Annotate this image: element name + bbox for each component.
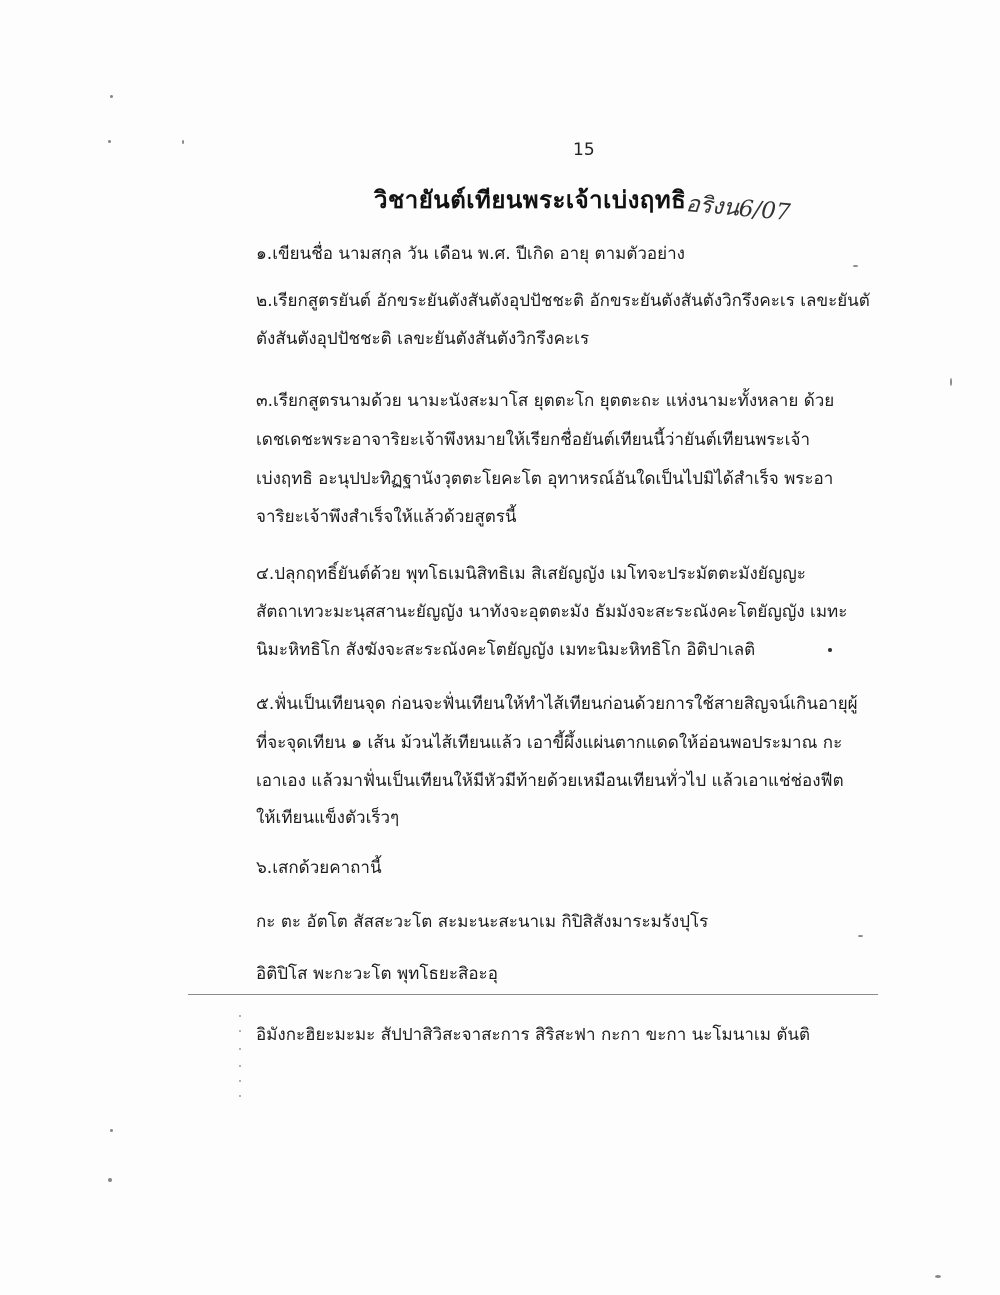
text-line: ที่จะจุดเทียน ๑ เส้น ม้วนไส้เทียนแล้ว เอาขี้ผึ้งแผ่นตากแดดให้อ่อนพอประมาณ กะ: [256, 733, 843, 753]
text-line: ๒.เรียกสูตรยันต์ อักขระยันตังสันตังอุปปัชชะติ อักขระยันตังสันตังวิกรึงคะเร เลขะยันตั: [256, 291, 870, 311]
scan-speck: [182, 140, 184, 144]
text-line: เดชเดชะพระอาจาริยะเจ้าพึงหมายให้เรียกชื่อยันต์เทียนนี้ว่ายันต์เทียนพระเจ้า: [256, 430, 810, 450]
text-line: ๕.ฟั่นเป็นเทียนจุด ก่อนจะฟั่นเทียนให้ทำไส้เทียนก่อนด้วยการใช้สายสิญจน์เกินอายุผู้: [256, 694, 858, 714]
text-line: กะ ตะ อัตโต สัสสะวะโต สะมะนะสะนาเม กิปิสิสังมาระมรังปุโร: [256, 912, 709, 932]
text-line: อิติปิโส พะกะวะโต พุทโธยะสิอะอุ: [256, 964, 498, 984]
scan-speck: [858, 935, 863, 937]
scan-speck: [853, 265, 858, 267]
text-line: นิมะหิทธิโก สังฆังจะสะระณังคะโตยัญญัง เมทะนิมะหิทธิโก อิติปาเลติ: [256, 640, 756, 660]
scan-speck: [108, 1178, 112, 1182]
text-line: เอาเอง แล้วมาฟั่นเป็นเทียนให้มีหัวมีท้ายด้วยเหมือนเทียนทั่วไป แล้วเอาแช่ช่องฟีต: [256, 771, 844, 791]
text-line: จาริยะเจ้าพึงสำเร็จให้แล้วด้วยสูตรนี้: [256, 507, 517, 527]
text-line: สัตถาเทวะมะนุสสานะยัญญัง นาทังจะอุตตะมัง ธัมมังจะสะระณังคะโตยัญญัง เมทะ: [256, 602, 848, 622]
horizontal-rule: [188, 994, 878, 995]
handwritten-annotation: อริงน6/07: [684, 191, 792, 227]
text-line: ให้เทียนแข็งตัวเร็วๆ: [256, 808, 400, 828]
text-line: ๑.เขียนชื่อ นามสกุล วัน เดือน พ.ศ. ปีเกิด อายุ ตามตัวอย่าง: [256, 244, 685, 264]
page-number: 15: [573, 140, 595, 160]
text-line: อิมังกะฮิยะมะมะ สัปปาสิวิสะจาสะการ สิริสะฟา กะกา ขะกา นะโมนาเม ตันติ: [256, 1025, 811, 1045]
text-line: ๖.เสกด้วยคาถานี้: [256, 858, 382, 878]
scan-speck: [239, 1080, 241, 1082]
scan-speck: [239, 1095, 241, 1097]
scan-speck: [110, 95, 113, 98]
scan-speck: [239, 1048, 241, 1050]
scan-speck: [239, 1030, 241, 1032]
document-title: วิชายันต์เทียนพระเจ้าเบ่งฤทธิ: [374, 186, 687, 214]
text-line: เบ่งฤทธิ อะนุปปะทิฏฐานังวุตตะโยคะโต อุทาหรณ์อันใดเป็นไปมิได้สำเร็จ พระอา: [256, 469, 834, 489]
scan-speck: [239, 1015, 241, 1017]
text-line: ๓.เรียกสูตรนามด้วย นามะนังสะมาโส ยุตตะโก ยุตตะถะ แห่งนามะทั้งหลาย ด้วย: [256, 391, 835, 411]
scan-speck: [239, 1065, 241, 1067]
scan-speck: [935, 1275, 941, 1278]
scan-speck: [108, 140, 111, 143]
text-line: ตังสันตังอุปปัชชะติ เลขะยันตังสันตังวิกรึงคะเร: [256, 329, 590, 349]
scan-speck: [950, 378, 952, 386]
scan-speck: [110, 1129, 113, 1132]
text-line: ๔.ปลุกฤทธิ์ยันต์ด้วย พุทโธเมนิสิทธิเม สิเสยัญญัง เมโทจะประมัตตะมังยัญญะ: [256, 564, 806, 584]
scan-speck: [828, 648, 832, 652]
